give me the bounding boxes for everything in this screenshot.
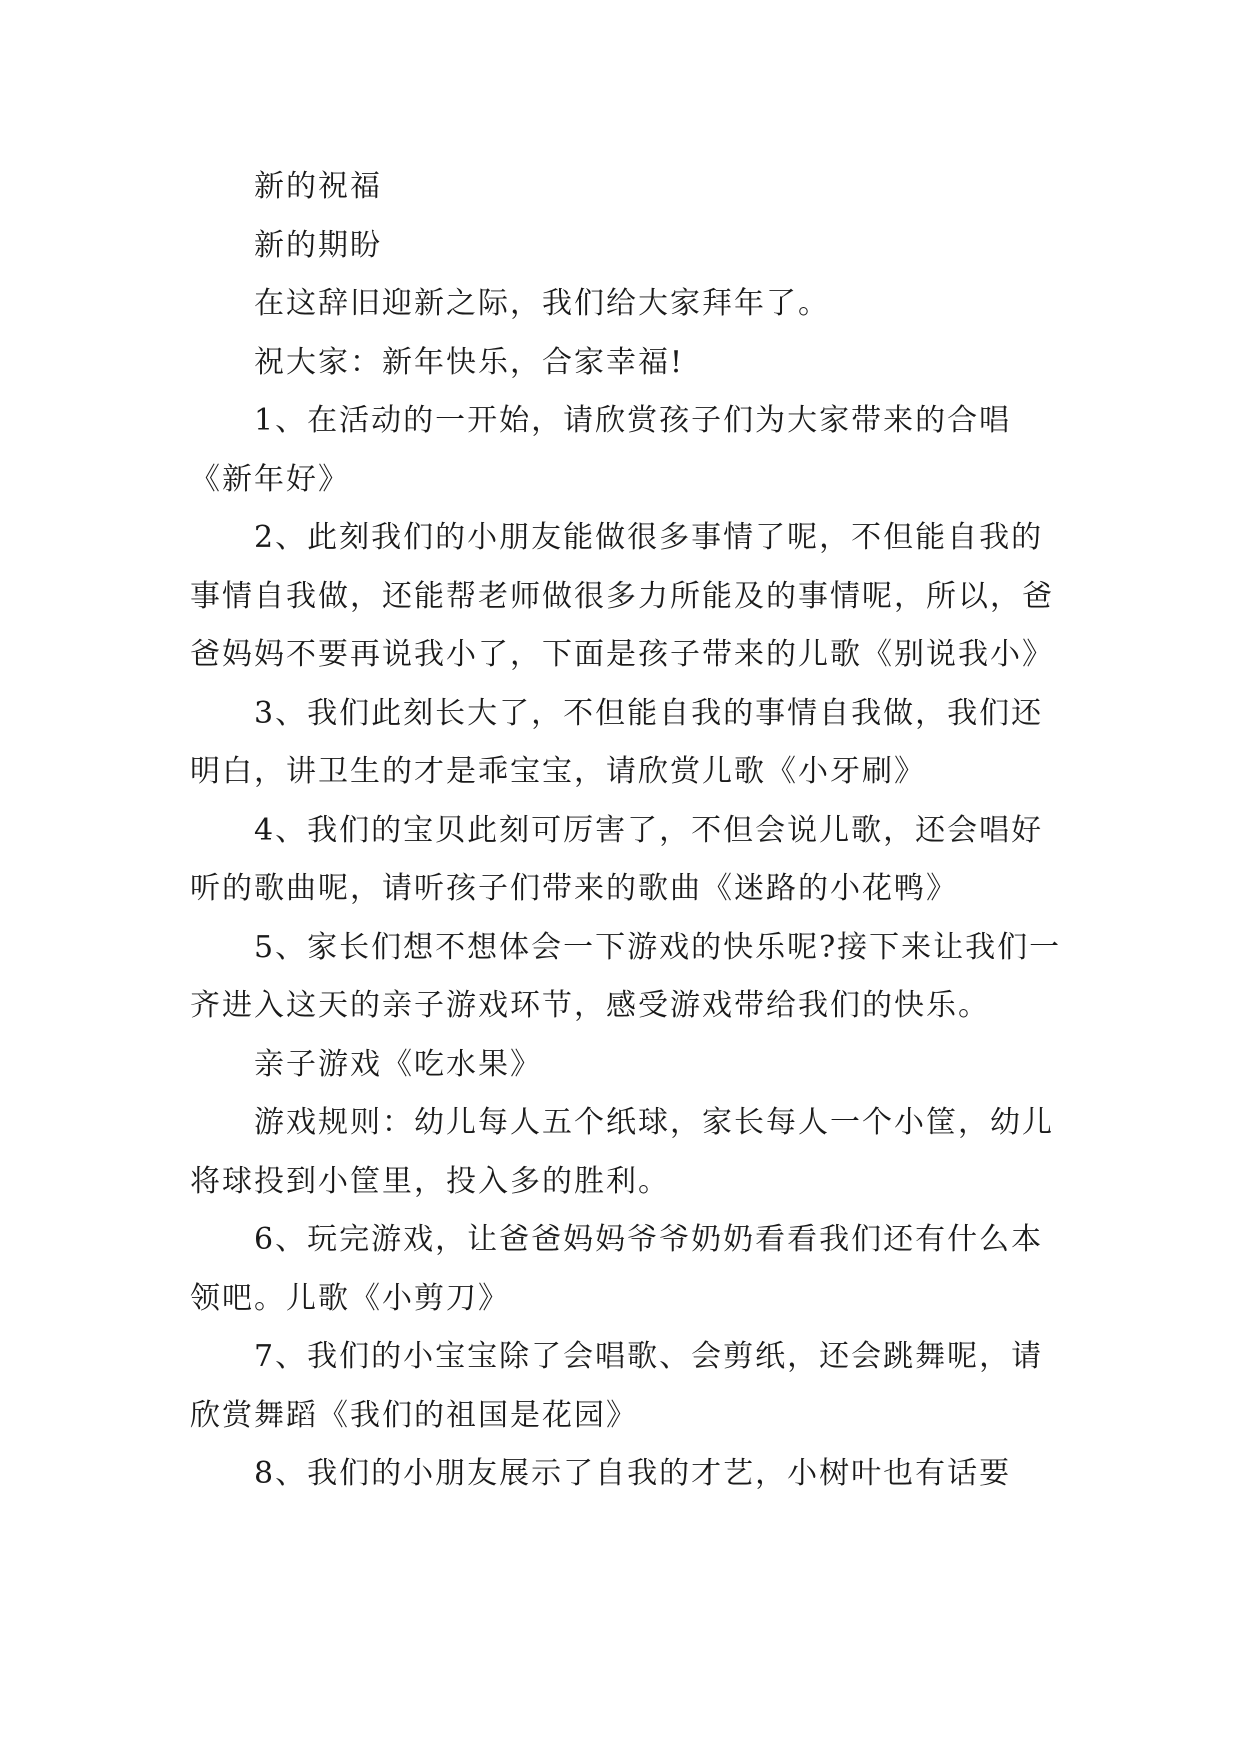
paragraph: 1、在活动的一开始，请欣赏孩子们为大家带来的合唱《新年好》 <box>190 403 1012 497</box>
paragraph: 7、我们的小宝宝除了会唱歌、会剪纸，还会跳舞呢，请欣赏舞蹈《我们的祖国是花园》 <box>190 1339 1044 1433</box>
paragraph: 新的祝福 <box>254 169 382 204</box>
paragraph: 亲子游戏《吃水果》 <box>254 1046 542 1082</box>
paragraph: 祝大家：新年快乐，合家幸福! <box>254 344 685 380</box>
paragraph: 5、家长们想不想体会一下游戏的快乐呢?接下来让我们一齐进入这天的亲子游戏环节，感受游戏带给我们的快乐。 <box>190 929 1062 1023</box>
paragraph: 6、玩完游戏，让爸爸妈妈爷爷奶奶看看我们还有什么本领吧。儿歌《小剪刀》 <box>190 1222 1044 1316</box>
document-body <box>190 158 1070 1504</box>
paragraph: 在这辞旧迎新之际，我们给大家拜年了。 <box>254 286 830 321</box>
paragraph: 8、我们的小朋友展示了自我的才艺，小树叶也有话要 <box>254 1456 1012 1491</box>
paragraph: 新的期盼 <box>254 227 382 263</box>
paragraph: 3、我们此刻长大了，不但能自我的事情自我做，我们还明白，讲卫生的才是乖宝宝，请欣赏儿歌《小牙刷》 <box>190 695 1044 789</box>
paragraph: 4、我们的宝贝此刻可厉害了，不但会说儿歌，还会唱好听的歌曲呢，请听孩子们带来的歌曲《迷路的小花鸭》 <box>190 812 1044 906</box>
paragraph: 2、此刻我们的小朋友能做很多事情了呢，不但能自我的事情自我做，还能帮老师做很多力所能及的事情呢，所以，爸爸妈妈不要再说我小了，下面是孩子带来的儿歌《别说我小》 <box>190 520 1054 672</box>
paragraph: 游戏规则：幼儿每人五个纸球，家长每人一个小筐，幼儿将球投到小筐里，投入多的胜利。 <box>190 1105 1054 1199</box>
